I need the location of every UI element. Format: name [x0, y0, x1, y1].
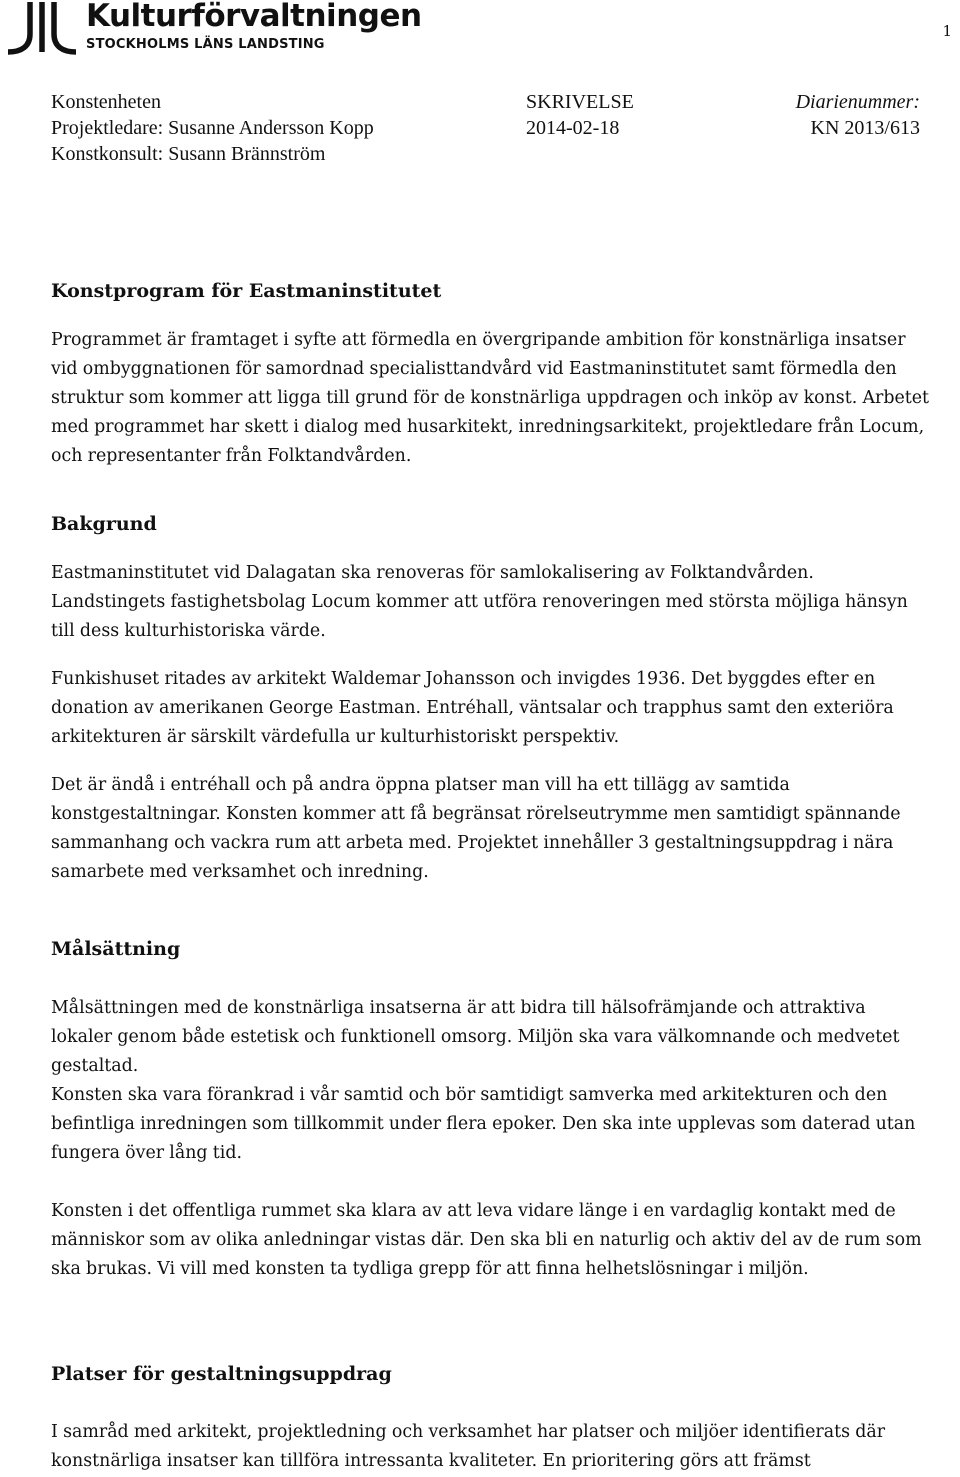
logo: [4, 0, 422, 56]
document-type: SKRIVELSE: [526, 91, 634, 113]
page-number: 1: [942, 22, 952, 40]
bakgrund-paragraph: Funkishuset ritades av arkitekt Waldemar Johansson och invigdes 1936. Det byggdes efter en donation av amerikanen George Eastman. Entréhall, väntsalar och trapphus samt den exteriöra arkitekturen är särskilt värdefulla ur kulturhistoriskt perspektiv.: [51, 669, 894, 747]
diary-number: KN 2013/613: [810, 117, 920, 139]
malsattning-paragraph: Konsten i det offentliga rummet ska klara av att leva vidare länge i en vardaglig kontakt med de människor som av olika anledningar vistas där. Den ska bli en naturlig och aktiv del av de rum som ska brukas. Vi vill med konsten ta tydliga grepp för att finna helhetslösningar i miljön.: [51, 1201, 922, 1279]
document-type-block: [526, 89, 634, 141]
section-heading-malsattning: Målsättning: [51, 938, 181, 960]
platser-paragraph: I samråd med arkitekt, projektledning och verksamhet har platser och miljöer identifierats där konstnärliga insatser kan tillföra intressanta kvaliteter. En prioritering görs att främst: [51, 1422, 886, 1471]
author-block: [51, 89, 374, 167]
malsattning-paragraph: Målsättningen med de konstnärliga insatserna är att bidra till hälsofrämjande och attraktiva lokaler genom både estetisk och funktionell omsorg. Miljön ska vara välkomnande och medvetet gestaltad.: [51, 998, 900, 1076]
diary-block: [796, 89, 920, 141]
bakgrund-paragraph: Det är ändå i entréhall och på andra öppna platser man vill ha ett tillägg av samtida konstgestaltningar. Konsten kommer att få begränsat rörelseutrymme men samtidigt spännande sammanhang och vackra rum att arbeta med. Projektet innehåller 3 gestaltningsuppdrag i nära samarbete med verksamhet och inredning.: [51, 775, 901, 882]
logo-title: Kulturförvaltningen: [86, 0, 422, 34]
project-leader: Projektledare: Susanne Andersson Kopp: [51, 117, 374, 139]
department: Konstenheten: [51, 91, 161, 113]
logo-subtitle: STOCKHOLMS LÄNS LANDSTING: [86, 37, 325, 52]
intro-paragraph: Programmet är framtaget i syfte att förmedla en övergripande ambition för konstnärliga insatser vid ombyggnationen för samordnad specialisttandvård vid Eastmaninstitutet samt förmedla den struktur som kommer att ligga till grund för de konstnärliga uppdragen och inköp av konst. Arbetet med programmet har skett i dialog med husarkitekt, inredningsarkitekt, projektledare från Locum, och representanter från Folktandvården.: [51, 330, 930, 466]
diary-label: Diarienummer:: [795, 91, 920, 113]
document-date: 2014-02-18: [526, 117, 620, 139]
page-title: Konstprogram för Eastmaninstitutet: [51, 280, 442, 302]
section-heading-bakgrund: Bakgrund: [51, 513, 157, 535]
section-heading-platser: Platser för gestaltningsuppdrag: [51, 1363, 392, 1385]
logo-mark-icon: [4, 0, 80, 56]
bakgrund-paragraph: Eastmaninstitutet vid Dalagatan ska renoveras för samlokalisering av Folktandvården. Landstingets fastighetsbolag Locum kommer att utföra renoveringen med största möjliga hänsyn till dess kulturhistoriska värde.: [51, 563, 908, 641]
malsattning-paragraph: Konsten ska vara förankrad i vår samtid och bör samtidigt samverka med arkitekturen och den befintliga inredningen som tillkommit under flera epoker. Den ska inte upplevas som daterad utan fungera över lång tid.: [51, 1085, 916, 1163]
art-consultant: Konstkonsult: Susann Brännström: [51, 143, 326, 165]
